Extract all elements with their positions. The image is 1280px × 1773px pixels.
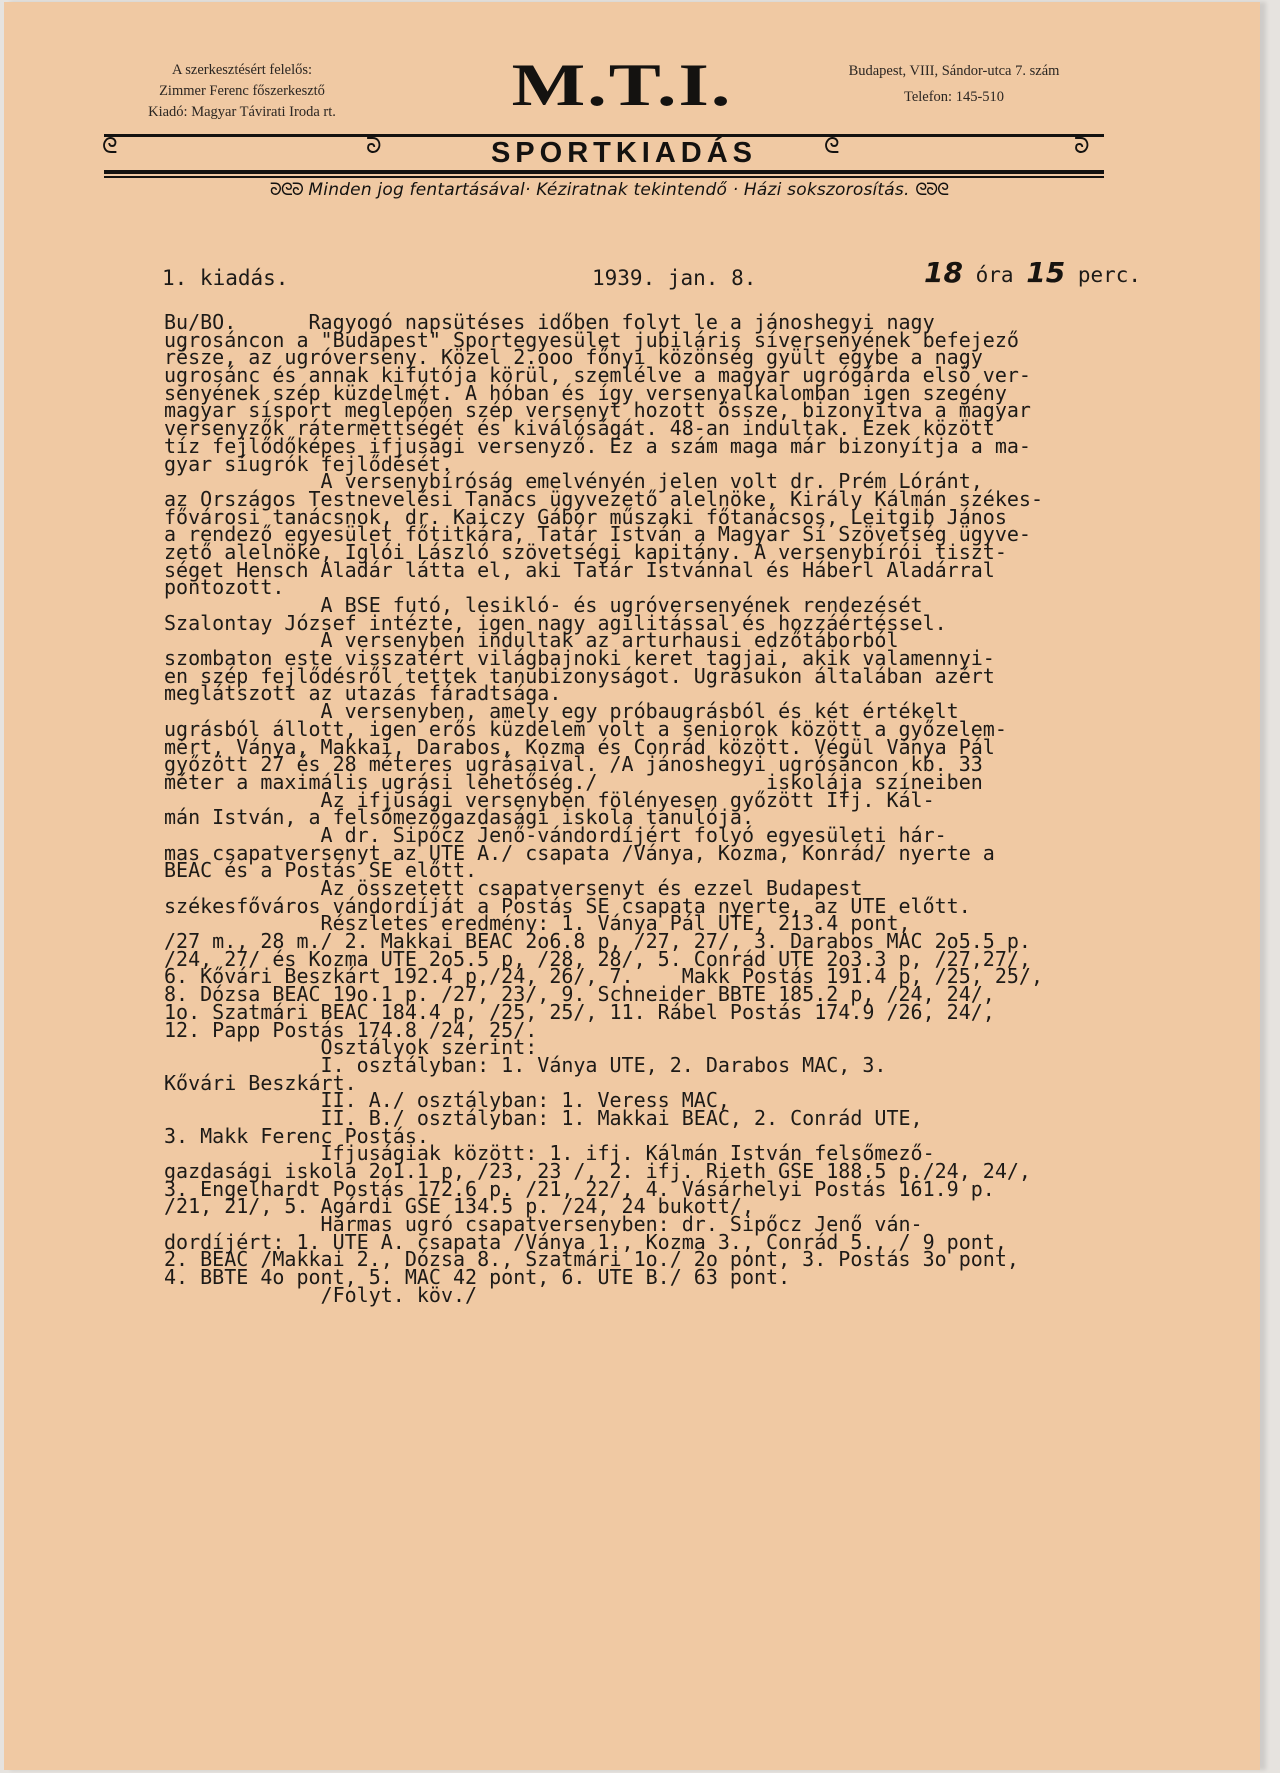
article-line: pontozott. xyxy=(164,575,285,600)
article-line: gyar síugrók fejlődését. xyxy=(164,451,453,476)
article-line: ugrásból állott, igen erős küzdelem volt a seniorok között a győzelem- xyxy=(164,716,1007,741)
article-line: mas csapatversenyt az UTE A./ csapata /Ványa, Kozma, Konrád/ nyerte a xyxy=(164,840,995,865)
article-line: A dr. Sipőcz Jenő-vándordíjért folyó egyesületi hár- xyxy=(164,822,947,847)
article-line: 4. BBTE 4o pont, 5. MAC 42 pont, 6. UTE B./ 63 pont. xyxy=(164,1265,791,1290)
article-line: méter a maximális ugrási lehetőség./ iskolája színeiben xyxy=(164,769,983,794)
article-line: dordíjért: 1. UTE A. csapata /Ványa 1., Kozma 3., Conrád 5., / 9 pont, xyxy=(164,1229,1007,1254)
mti-logo: M.T.I. xyxy=(511,50,733,119)
banner-swirl-icon: ᘓ xyxy=(824,134,840,159)
article-line: a rendező egyesület főtitkára, Tatár István a Magyar Sí Szövetség ügyve- xyxy=(164,522,1031,547)
address-line: Budapest, VIII, Sándor-utca 7. szám xyxy=(848,63,1060,79)
article-line: mért, Ványa, Makkai, Darabos, Kozma és Conrád között. Végül Ványa Pál xyxy=(164,734,995,759)
left-swirl-icon: ᘓ xyxy=(102,134,118,159)
article-line: senyének szép küzdelmét. A hóban és így versenyalkalomban igen szegény xyxy=(164,380,1007,405)
article-line: ugrosáncon a "Budapest" Sportegyesület jubiláris síversenyének befejező xyxy=(164,327,1019,352)
handwritten-hour: 18 xyxy=(924,256,963,289)
article-line: I. osztályban: 1. Ványa UTE, 2. Darabos MAC, 3. xyxy=(164,1052,887,1077)
document-sheet xyxy=(4,2,1260,1770)
article-line: versenyzők rátermettségét és kiválóságát. 48-an indultak. Ezek között xyxy=(164,416,995,441)
article-line: 3. Makk Ferenc Postás. xyxy=(164,1123,429,1148)
banner-swirl-icon: ᘐ xyxy=(366,134,382,159)
article-line: II. B./ osztályban: 1. Makkai BEAC, 2. Conrád UTE, xyxy=(164,1105,923,1130)
minute-label: perc. xyxy=(1077,263,1142,287)
editor-line: Zimmer Ferenc főszerkesztő xyxy=(159,83,325,99)
article-line: tíz fejlődőképes ifjusági versenyző. Ez a szám maga már bizonyítja a ma- xyxy=(164,433,1031,458)
article-line: II. A./ osztályban: 1. Veress MAC, xyxy=(164,1088,730,1113)
header-rule xyxy=(104,170,1104,174)
article-line: meglátszott az utazás fáradtsága. xyxy=(164,681,562,706)
article-line: része, az ugróverseny. Közel 2.ooo főnyi közönség gyült egybe a nagy xyxy=(164,345,983,370)
article-line: Az ifjusági versenyben fölényesen győzött Ifj. Kál- xyxy=(164,787,935,812)
article-line: magyar sísport meglepően szép versenyt hozott össze, bizonyítva a magyar xyxy=(164,398,1031,423)
article-line: Hármas ugró csapatversenyben: dr. Sipőcz Jenő ván- xyxy=(164,1212,923,1237)
article-line: /21, 21/, 5. Agárdi GSE 134.5 p. /24, 24 bukott/, xyxy=(164,1194,755,1219)
header-rule xyxy=(104,176,1104,178)
date-label: 1939. jan. 8. xyxy=(592,266,757,290)
article-line: Kővári Beszkárt. xyxy=(164,1070,357,1095)
article-line: A BSE futó, lesikló- és ugróversenyének rendezését xyxy=(164,593,923,617)
article-line: A versenyben, amely egy próbaugrásból és két értékelt xyxy=(164,699,959,724)
article-line: BEAC és a Postás SE előtt. xyxy=(164,858,478,883)
tagline-text: Minden jog fentartásával· Kéziratnak tekintendő · Házi sokszorosítás. xyxy=(308,180,910,200)
article-line: A versenyben indultak az arturhausi edzőtáborból xyxy=(164,628,899,653)
editor-info xyxy=(92,60,392,123)
right-swirl-icon: ᘐ xyxy=(1074,134,1090,159)
article-body xyxy=(164,310,1174,1307)
article-line: séget Hensch Aladár látta el, aki Tatár Istvánnal és Háberl Aladárral xyxy=(164,557,995,582)
article-line: győzött 27 és 28 méteres ugrásaival. /A jánoshegyi ugrósáncon kb. 33 xyxy=(164,752,983,777)
article-line: /24, 27/ és Kozma UTE 2o5.5 p, /28, 28/, 5. Conrád UTE 2o3.3 p, /27,27/, xyxy=(164,946,1031,971)
article-line: 2. BEAC /Makkai 2., Dózsa 8., Szatmári 1o./ 2o pont, 3. Postás 3o pont, xyxy=(164,1247,1019,1272)
article-line: szombaton este visszatért világbajnoki keret tagjai, akik valamennyi- xyxy=(164,646,995,671)
ornament-icon: ᘐᘓᘐ xyxy=(269,180,303,200)
article-line: zető alelnöke, Iglói László szövetségi kapitány. A versenybírói tiszt- xyxy=(164,539,1007,564)
editor-line: A szerkesztésért felelős: xyxy=(171,62,313,78)
article-line: gazdasági iskola 2o1.1 p, /23, 23 /, 2. ifj. Rieth GSE 188.5 p./24, 24/, xyxy=(164,1159,1031,1183)
article-line: /27 m., 28 m./ 2. Makkai BEAC 2o6.8 p, /27, 27/, 3. Darabos MAC 2o5.5 p. xyxy=(164,929,1031,954)
phone-line: Telefon: 145-510 xyxy=(903,89,1005,105)
article-line: Az összetett csapatversenyt és ezzel Budapest xyxy=(164,876,863,900)
article-line: /Folyt. köv./ xyxy=(164,1282,478,1307)
article-line: ugrosánc és annak kifutója körül, szemlélve a magyar ugrógárda első ver- xyxy=(164,363,1031,388)
sportkiadas-banner: SPORTKIADÁS xyxy=(490,137,758,169)
article-line: fővárosi tanácsnok, dr. Kaiczy Gábor műszaki főtanácsos, Leitgib János xyxy=(164,504,1007,529)
article-line: 6. Kővári Beszkárt 192.4 p,/24, 26/, 7. Makk Postás 191.4 p, /25, 25/, xyxy=(164,964,1043,989)
article-line: székesfőváros vándordíját a Postás SE csapata nyerte, az UTE előtt. xyxy=(164,893,971,918)
address-info xyxy=(819,58,1089,110)
article-line: 3. Engelhardt Postás 172.6 p. /21, 22/, 4. Vásárhelyi Postás 161.9 p. xyxy=(164,1176,995,1201)
article-line: az Országos Testnevelési Tanács ügyvezető alelnöke, Király Kálmán székes- xyxy=(164,486,1043,511)
rights-tagline xyxy=(114,180,1104,200)
article-line: 12. Papp Postás 174.8 /24, 25/. xyxy=(164,1017,538,1042)
handwritten-minute: 15 xyxy=(1026,256,1066,289)
article-line: en szép fejlődésről tettek tanubizonyságot. Ugrásukon általában azért xyxy=(164,663,995,688)
article-line: Osztályok szerint: xyxy=(164,1035,538,1060)
edition-label: 1. kiadás. xyxy=(162,266,289,290)
article-line: Ifjuságiak között: 1. ifj. Kálmán István felsőmező- xyxy=(164,1141,935,1166)
time-stamp xyxy=(924,256,1141,290)
article-line: Szalontay József intézte, igen nagy agilitással és hozzáértéssel. xyxy=(164,610,947,635)
editor-line: Kiadó: Magyar Távirati Iroda rt. xyxy=(148,104,336,120)
article-line: mán István, a felsőmezőgazdasági iskola tanulója. xyxy=(164,805,755,830)
article-line: 1o. Szatmári BEAC 184.4 p, /25, 25/, 11. Rábel Postás 174.9 /26, 24/, xyxy=(164,999,995,1024)
article-line: Bu/BO. Ragyogó napsütéses időben folyt le a jánoshegyi nagy xyxy=(164,310,935,334)
ornament-icon: ᘓᘐᘓ xyxy=(915,180,949,200)
article-line: Részletes eredmény: 1. Ványa Pál UTE, 213.4 pont, xyxy=(164,911,911,936)
article-line: A versenybíróság emelvényén jelen volt dr. Prém Lóránt, xyxy=(164,469,983,494)
article-line: 8. Dózsa BEAC 19o.1 p. /27, 23/, 9. Schneider BBTE 185.2 p, /24, 24/, xyxy=(164,982,995,1007)
hour-label: óra xyxy=(975,263,1014,287)
